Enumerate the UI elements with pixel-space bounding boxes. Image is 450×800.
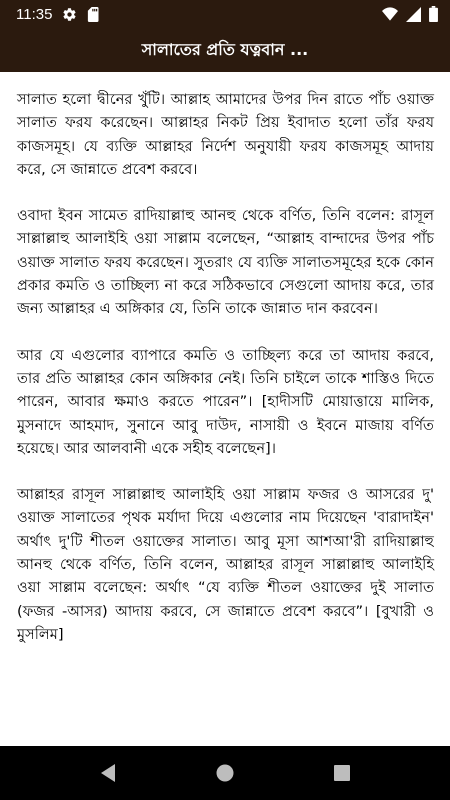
wifi-icon	[382, 7, 398, 21]
back-icon[interactable]	[88, 753, 128, 793]
sd-card-icon	[87, 7, 100, 22]
signal-icon	[406, 7, 421, 22]
article-paragraph-2: ওবাদা ইবন সামেত রাদিয়াল্লাহু আনহু থেকে বর্ণিত, তিনি বলেন: রাসূল সাল্লাল্লাহু আলাইহি ওয়া সাল্লাম বলেছেন, “আল্লাহ বান্দাদের উপর পাঁচ ওয়াক্ত সালাত ফরয করেছেন। সুতরাং যে ব্যক্তি সালাতসমূহের হকে কোন প্রকার কমতি ও তাচ্ছিল্য না করে সঠিকভাবে সেগুলো আদায় করে, তার জন্য আল্লাহর এ অঙ্গিকার যে, তিনি তাকে জান্নাত দান করবেন।	[17, 207, 434, 318]
article-paragraph-3: আর যে এগুলোর ব্যাপারে কমতি ও তাচ্ছিল্য করে তা আদায় করবে, তার প্রতি আল্লাহর কোন অঙ্গিকার নেই। তিনি চাইলে তাকে শাস্তিও দিতে পারেন, আবার ক্ষমাও করতে পারেন”। [হাদীসটি মোয়াত্তায়ে মালিক, মুসনাদে আহমাদ, সুনানে আবু দাউদ, নাসায়ী ও ইবনে মাজায় বর্ণিত হয়েছে। আর আলবানী একে সহীহ বলেছেন]।	[17, 346, 434, 457]
battery-icon	[429, 6, 438, 22]
app-title: সালাতের প্রতি যত্নবান ...	[141, 39, 309, 59]
article-content[interactable]	[0, 72, 450, 746]
status-time: 11:35	[16, 5, 53, 23]
recents-icon[interactable]	[322, 753, 362, 793]
status-bar	[0, 0, 450, 28]
app-bar	[0, 28, 450, 72]
home-icon[interactable]	[205, 753, 245, 793]
article-paragraph-1: সালাত হলো দ্বীনের খুঁটি। আল্লাহ আমাদের উপর দিন রাতে পাঁচ ওয়াক্ত সালাত ফরয করেছেন। আল্লাহর নিকট প্রিয় ইবাদাত হলো তাঁর ফরয কাজসমূহ। যে ব্যক্তি আল্লাহর নির্দেশ অনুযায়ী ফরয কাজসমূহ আদায় করে, সে জান্নাতে প্রবেশ করবে।	[17, 91, 434, 178]
status-left	[16, 6, 100, 23]
navigation-bar	[0, 746, 450, 800]
status-right	[382, 6, 438, 22]
gear-icon	[62, 7, 77, 22]
article-paragraph-4: আল্লাহর রাসূল সাল্লাল্লাহু আলাইহি ওয়া সাল্লাম ফজর ও আসরের দু' ওয়াক্ত সালাতের পৃথক মর্যাদা দিয়ে এগুলোর নাম দিয়েছেন 'বারাদাইন' অর্থাৎ দু'টি শীতল ওয়াক্তের সালাত। আবু মূসা আশআ'রী রাদিয়াল্লাহু আনহু থেকে বর্ণিত, তিনি বলেন, আল্লাহর রাসূল সাল্লাল্লাহু আলাইহি ওয়া সাল্লাম বলেছেন: অর্থাৎ “যে ব্যক্তি শীতল ওয়াক্তের দুই সালাত (ফজর -আসর) আদায় করবে, সে জান্নাতে প্রবেশ করবে”। [বুখারী ও মুসলিম]	[17, 486, 434, 643]
